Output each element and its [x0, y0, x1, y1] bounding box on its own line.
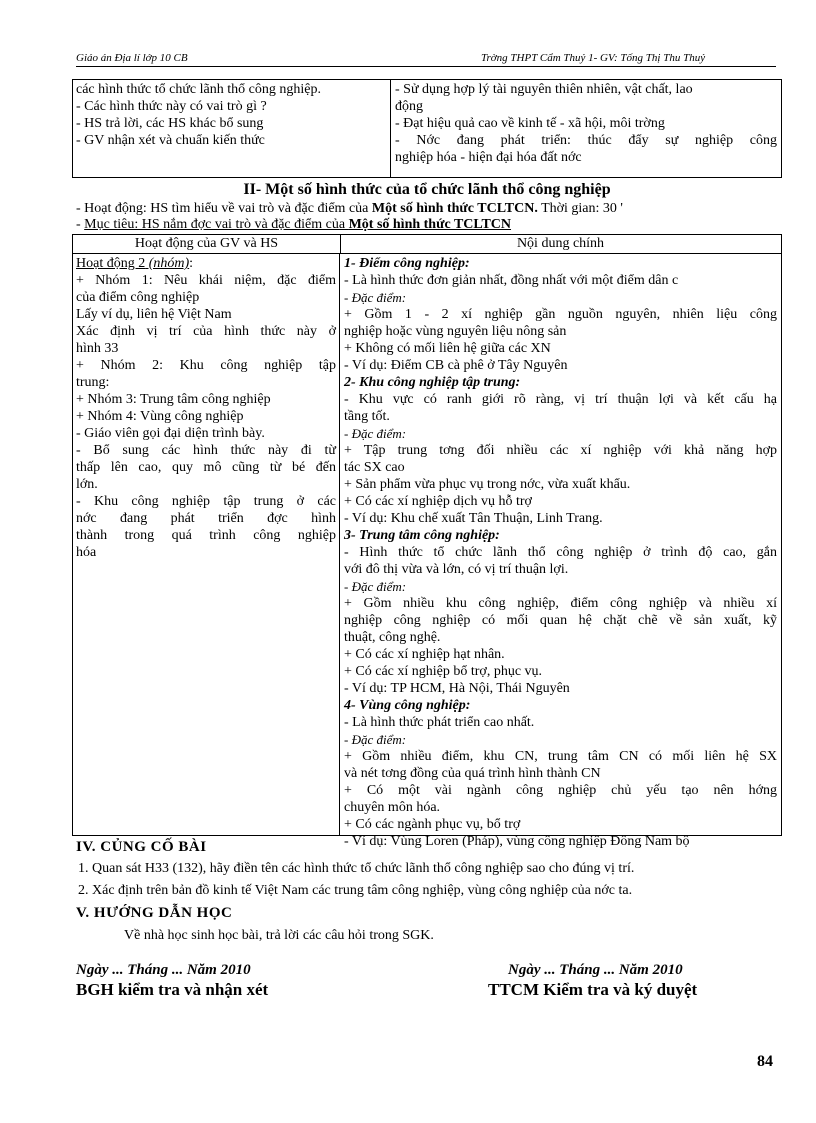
subheading-industrial-point: 1- Điểm công nghiệp:	[344, 256, 470, 271]
text-line: nghiệp hóa - hiện đại hóa đất nớc	[395, 150, 582, 165]
text-line: tầng tốt.	[344, 409, 390, 424]
text-line: - Các hình thức này có vai trò gì ?	[76, 99, 267, 114]
activity-title-note: (nhóm)	[145, 256, 190, 271]
text-line: - Khu vực có ranh giới rõ ràng, vị trí thuận lợi và kết cấu hạ	[344, 392, 777, 407]
text-line: - Đạt hiệu quả cao về kinh tế - xã hội, môi trờng	[395, 116, 665, 131]
content-cell	[340, 254, 781, 849]
subheading-industrial-zone: 2- Khu công nghiệp tập trung:	[344, 375, 521, 390]
text-line: - HS trả lời, các HS khác bổ sung	[76, 116, 264, 131]
text-line: thuật, công nghệ.	[344, 630, 441, 645]
text-line: + Không có mối liên hệ giữa các XN	[344, 341, 551, 356]
text-line: - GV nhận xét và chuẩn kiến thức	[76, 133, 265, 148]
activity-prefix: - Hoạt động: HS tìm hiểu về vai trò và đặc điểm của	[76, 201, 372, 216]
header-rule	[76, 66, 776, 67]
text-line: với đô thị vừa và lớn, có vị trí thuận lợi.	[344, 562, 569, 577]
text-line: + Gồm nhiều điểm, khu CN, trung tâm CN có mối liên hệ SX	[344, 749, 777, 764]
text-line: + Gồm nhiều khu công nghiệp, điểm công nghiệp và nhiều xí	[344, 596, 777, 611]
activity-title-end: :	[189, 256, 194, 271]
text-line: - Giáo viên gọi đại diện trình bày.	[76, 426, 265, 441]
text-line: và nét tơng đồng của quá trình hình thành CN	[344, 766, 601, 781]
text-line: - Nớc đang phát triển: thúc đẩy sự nghiệp công	[395, 133, 777, 148]
text-line: của điểm công nghiệp	[76, 290, 200, 305]
text-line: - Là hình thức đơn giản nhất, đồng nhất với một điểm dân c	[344, 273, 679, 288]
top-table	[72, 79, 782, 178]
goal-prefix: -	[76, 217, 85, 232]
subheading-industrial-region: 4- Vùng công nghiệp:	[344, 698, 471, 713]
top-table-left-cell	[73, 80, 391, 177]
feature-label: - Đặc điểm:	[344, 290, 407, 305]
text-line: Lấy ví dụ, liên hệ Việt Nam	[76, 307, 232, 322]
activity-bold: Một số hình thức TCLTCN.	[371, 201, 538, 216]
header-right: Trờng THPT Cẩm Thuỷ 1- GV: Tống Thị Thu Thuỷ	[481, 52, 706, 64]
page-header	[76, 52, 776, 66]
goal-line	[76, 217, 786, 233]
text-line: + Tập trung tơng đối nhiều các xí nghiệp với khả năng hợp	[344, 443, 777, 458]
right-signature-date: Ngày ... Tháng ... Năm 2010	[508, 962, 683, 978]
text-line: - Là hình thức phát triển cao nhất.	[344, 715, 535, 730]
review-question-2: 2. Xác định trên bản đồ kinh tế Việt Nam các trung tâm công nghiệp, vùng công nghiệp của nớc ta.	[78, 883, 633, 898]
feature-label: - Đặc điểm:	[344, 426, 407, 441]
text-line: - Ví dụ: TP HCM, Hà Nội, Thái Nguyên	[344, 681, 570, 696]
text-line: - Hình thức tổ chức lãnh thổ công nghiệp ở trình độ cao, gắn	[344, 545, 777, 560]
text-line: nghiệp công nghiệp có mối quan hệ chặt chẽ về sản xuất, kỹ	[344, 613, 777, 628]
column-header-activities: Hoạt động của GV và HS	[73, 235, 341, 254]
activity-line	[76, 201, 786, 217]
text-line: thấp lên cao, quy mô cũng từ bé đến	[76, 460, 336, 475]
section-5-title: V. HƯỚNG DẪN HỌC	[76, 905, 233, 921]
homework-text: Về nhà học sinh học bài, trả lời các câu hỏi trong SGK.	[124, 928, 434, 943]
column-header-content: Nội dung chính	[340, 235, 781, 254]
text-line: - Ví dụ: Vùng Loren (Pháp), vùng công nghiệp Đông Nam bộ	[344, 834, 690, 849]
text-line: + Nhóm 1: Nêu khái niệm, đặc điểm	[76, 273, 336, 288]
text-line: - Ví dụ: Khu chế xuất Tân Thuận, Linh Trang.	[344, 511, 603, 526]
text-line: + Có các xí nghiệp hạt nhân.	[344, 647, 505, 662]
text-line: thành trong quá trình công nghiệp	[76, 528, 336, 543]
goal-text: Mục tiêu: HS nắm đợc vai trò và đặc điểm của	[84, 217, 349, 232]
left-signature-title: BGH kiểm tra và nhận xét	[76, 980, 269, 999]
text-line: + Sản phẩm vừa phục vụ trong nớc, vừa xuất khẩu.	[344, 477, 631, 492]
text-line: trung:	[76, 375, 110, 390]
text-line: chuyên môn hóa.	[344, 800, 441, 815]
text-line: lớn.	[76, 477, 98, 492]
section-4-title: IV. CỦNG CỐ BÀI	[76, 839, 207, 855]
text-line: + Có các ngành phục vụ, bổ trợ	[344, 817, 521, 832]
text-line: - Khu công nghiệp tập trung ở các	[76, 494, 336, 509]
goal-bold: Một số hình thức TCLTCN	[348, 217, 512, 232]
text-line: hình 33	[76, 341, 119, 356]
subheading-industrial-center: 3- Trung tâm công nghiệp:	[344, 528, 500, 543]
text-line: + Nhóm 2: Khu công nghiệp tập	[76, 358, 336, 373]
text-line: hóa	[76, 545, 97, 560]
text-line: tác SX cao	[344, 460, 405, 475]
feature-label: - Đặc điểm:	[344, 579, 407, 594]
right-signature-title: TTCM Kiểm tra và ký duyệt	[488, 980, 698, 999]
top-table-right-cell	[391, 80, 781, 177]
review-question-1: 1. Quan sát H33 (132), hãy điền tên các hình thức tổ chức lãnh thổ công nghiệp sao cho đúng vị trí.	[78, 861, 635, 876]
text-line: động	[395, 99, 423, 114]
activity-title	[76, 255, 336, 272]
text-line: các hình thức tổ chức lãnh thổ công nghiệp.	[76, 82, 321, 97]
section-2-title: II- Một số hình thức của tổ chức lãnh thổ công nghiệp	[243, 181, 611, 198]
header-left: Giáo án Địa lí lớp 10 CB	[76, 52, 188, 64]
text-line: nghiệp hoặc vùng nguyên liệu nông sản	[344, 324, 567, 339]
text-line: nớc đang phát triển đợc hình	[76, 511, 336, 526]
text-line: + Có các xí nghiệp dịch vụ hỗ trợ	[344, 494, 532, 509]
text-line: - Bổ sung các hình thức này đi từ	[76, 443, 336, 458]
text-line: Xác định vị trí của hình thức này ở	[76, 324, 336, 339]
activity-title-text: Hoạt động 2	[76, 256, 146, 271]
text-line: + Gồm 1 - 2 xí nghiệp gần nguồn nguyên, nhiên liệu công	[344, 307, 777, 322]
left-signature-date: Ngày ... Tháng ... Năm 2010	[76, 962, 251, 978]
feature-label: - Đặc điểm:	[344, 732, 407, 747]
activity-time: Thời gian: 30 '	[537, 201, 623, 216]
text-line: + Có các xí nghiệp bổ trợ, phục vụ.	[344, 664, 543, 679]
text-line: + Có một vài ngành công nghiệp chủ yếu tạo nên hớng	[344, 783, 777, 798]
text-line: + Nhóm 3: Trung tâm công nghiệp	[76, 392, 271, 407]
text-line: - Ví dụ: Điểm CB cà phê ở Tây Nguyên	[344, 358, 568, 373]
text-line: - Sử dụng hợp lý tài nguyên thiên nhiên, vật chất, lao	[395, 82, 693, 97]
page-number: 84	[757, 1053, 773, 1070]
activities-cell	[73, 254, 340, 835]
text-line: + Nhóm 4: Vùng công nghiệp	[76, 409, 244, 424]
